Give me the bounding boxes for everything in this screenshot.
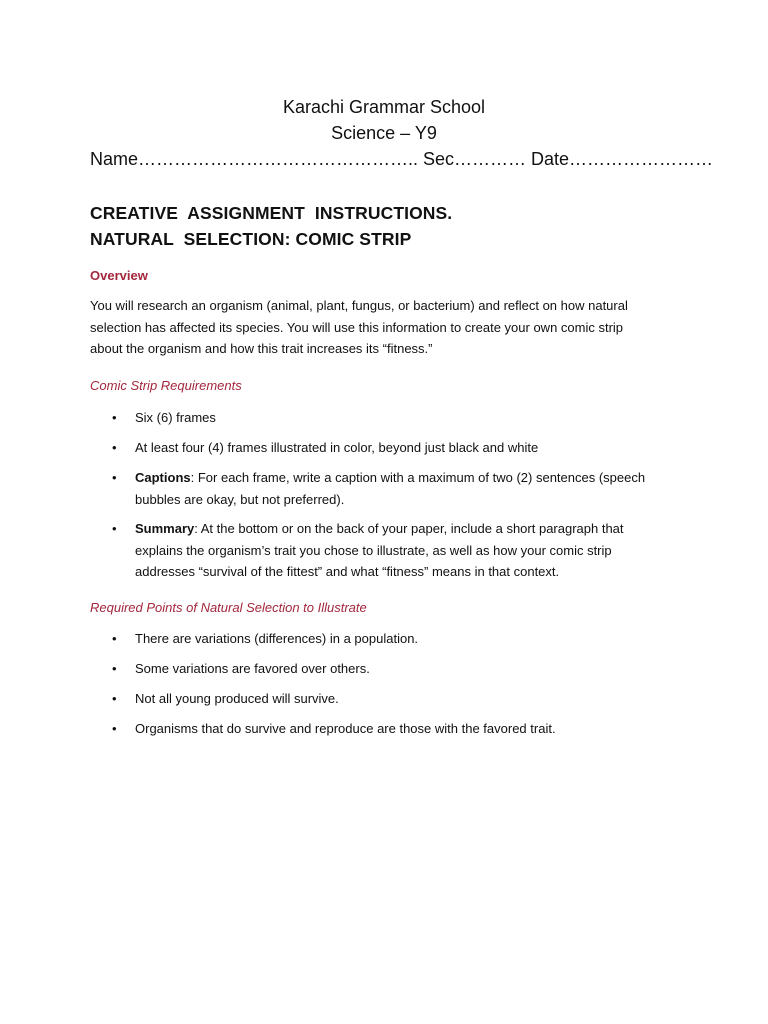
comic-requirements-heading: Comic Strip Requirements [90, 378, 242, 393]
item-lead: Summary [135, 521, 195, 536]
item-text: Some variations are favored over others. [135, 661, 370, 676]
assignment-title: CREATIVE ASSIGNMENT INSTRUCTIONS. [90, 203, 453, 223]
bullet-icon: • [112, 721, 117, 736]
item-text: : At the bottom or on the back of your paper, include a short paragraph that explains the organism’s trait you chose to illustrate, as well as how your comic strip addresses “survival of the fittest” and what “fitness” means in that context. [135, 521, 624, 579]
overview-paragraph: You will research an organism (animal, plant, fungus, or bacterium) and reflect on how natural selection has affected its species. You will use this information to create your own comic strip about the organism and how this trait increases its “fitness.” [90, 298, 628, 356]
overview-heading: Overview [90, 268, 148, 283]
bullet-icon: • [112, 521, 117, 536]
bullet-icon: • [112, 691, 117, 706]
bullet-icon: • [112, 661, 117, 676]
school-name: Karachi Grammar School [282, 97, 486, 117]
bullet-icon: • [112, 631, 117, 646]
item-text: Six (6) frames [135, 410, 216, 425]
name-section-date-line: Name……………………………………….. Sec………… Date…………………… [90, 149, 714, 169]
bullet-icon: • [112, 410, 117, 425]
assignment-subtitle: NATURAL SELECTION: COMIC STRIP [90, 229, 412, 249]
item-text: : For each frame, write a caption with a maximum of two (2) sentences (speech bubbles are okay, but not preferred). [135, 470, 646, 507]
item-text: Organisms that do survive and reproduce are those with the favored trait. [135, 721, 556, 736]
item-text: Not all young produced will survive. [135, 691, 339, 706]
bullet-icon: • [112, 440, 117, 455]
item-text: At least four (4) frames illustrated in color, beyond just black and white [135, 440, 539, 455]
item-lead: Captions [135, 470, 191, 485]
subject-line: Science – Y9 [331, 123, 437, 143]
item-text: There are variations (differences) in a population. [135, 631, 419, 646]
bullet-icon: • [112, 470, 117, 485]
required-points-heading: Required Points of Natural Selection to Illustrate [90, 600, 367, 615]
